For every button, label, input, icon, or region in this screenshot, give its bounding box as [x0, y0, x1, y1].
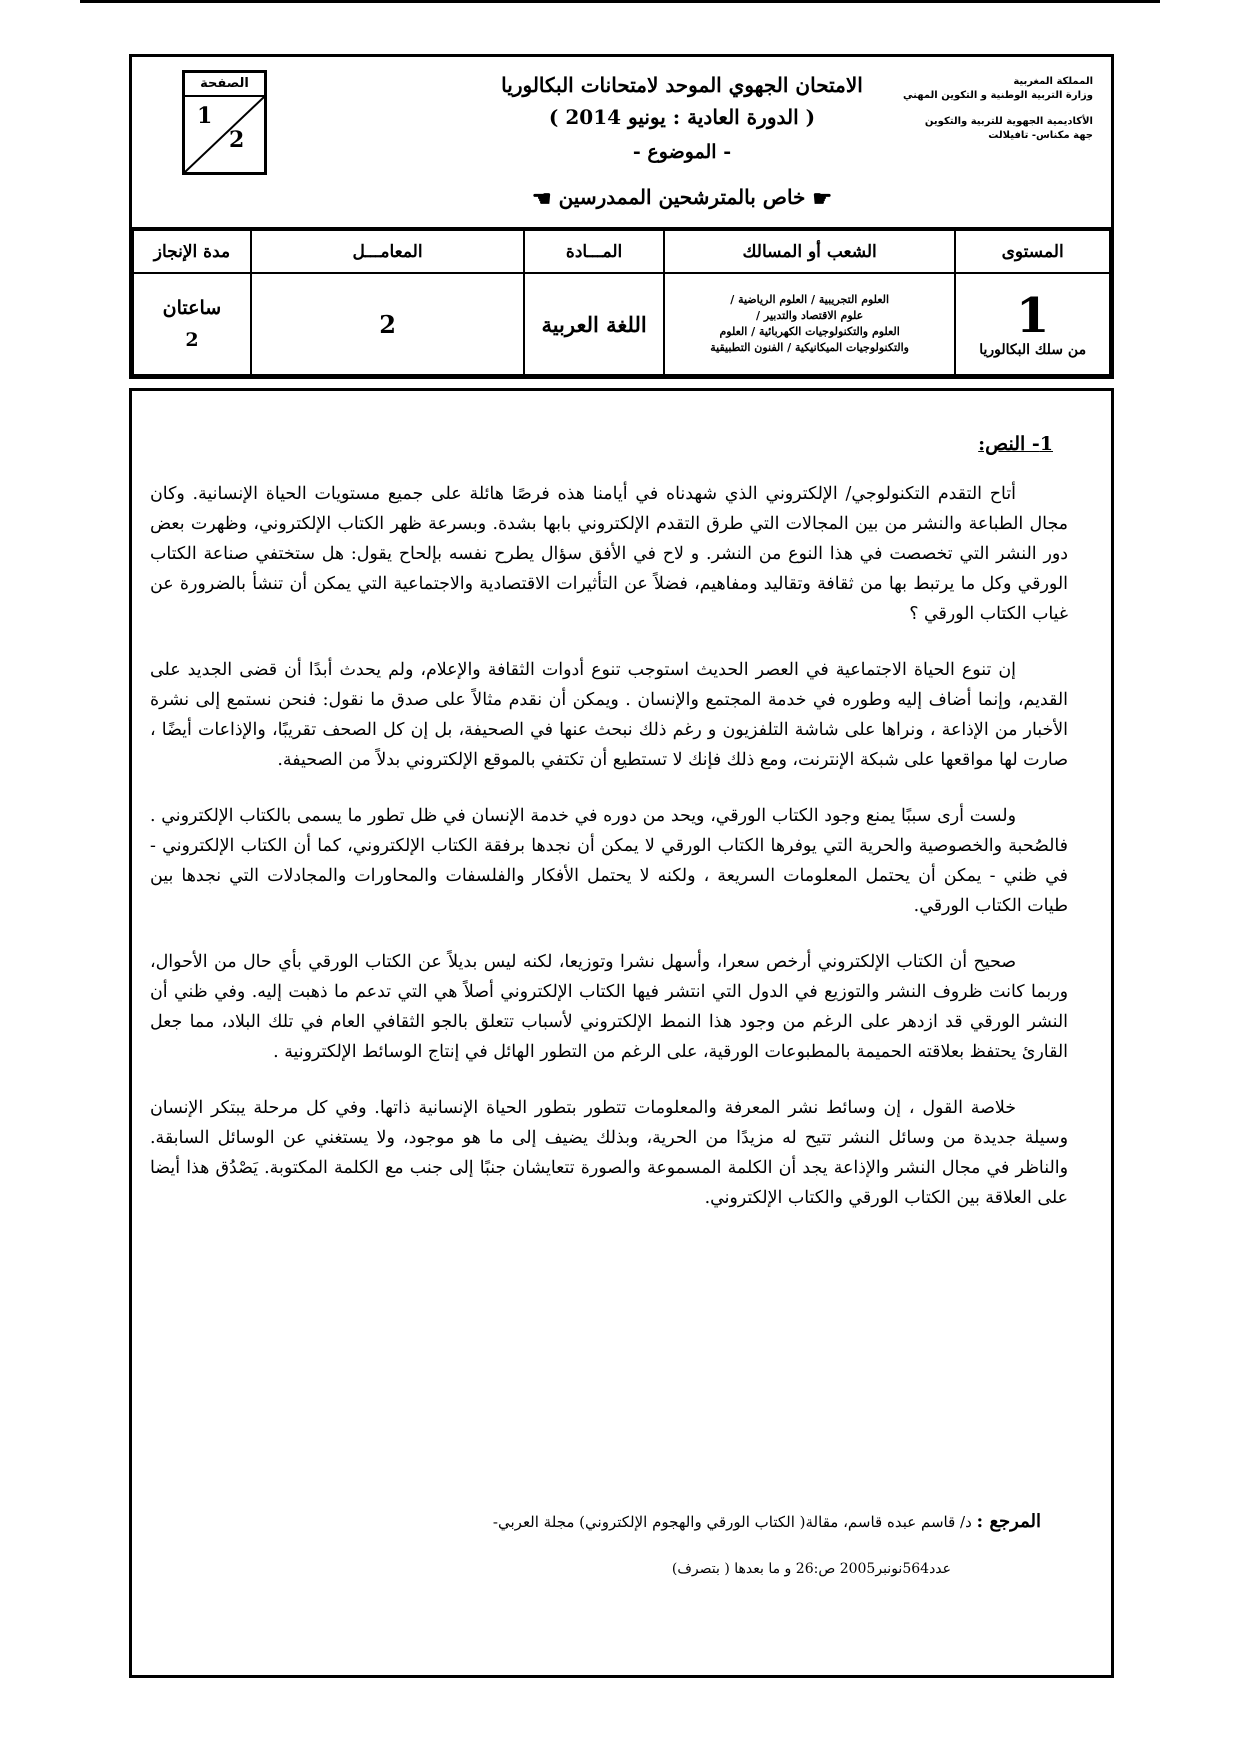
special-note: [432, 185, 932, 212]
ministry-line: وزارة التربية الوطنية و التكوين المهني: [903, 90, 1093, 101]
section-heading: 1- النص:: [978, 433, 1053, 455]
text-frame: [129, 388, 1114, 1678]
level-number: 1: [1015, 288, 1050, 344]
header-branches: الشعب أو المسالك: [664, 230, 955, 273]
page-current: 1: [197, 103, 213, 129]
page-number-box: [182, 70, 267, 175]
duration-label: ساعتان: [162, 297, 222, 319]
reference-label: المرجع :: [976, 1511, 1041, 1532]
reference-text: د/ قاسم عبده قاسم، مقالة( الكتاب الورقي والهجوم الإلكتروني) مجلة العربي-: [492, 1513, 972, 1531]
paragraph: إن تنوع الحياة الاجتماعية في العصر الحديث استوجب تنوع أدوات الثقافة والإعلام، ولم يحدث أبدًا أن قضى الجديد على القديم، وإنما أضاف إليه وطوره في خدمة المجتمع والإنسان . ويمكن أن نقدم مثالاً على صدق ما نقول: فنحن نستمع إلى نشرة الأخبار من الإذاعة ، ونراها على شاشة التلفزيون و رغم ذلك نبحث عنها في الصحيفة، بل إن كل الصحف تقريبًا، والإذاعات أيضًا ، صارت لها مواقعها على شبكة الإنترنت، ومع ذلك فإنك لا تستطيع أن تكتفي بالموقع الإلكتروني بدلاً من الصحيفة.: [150, 660, 1068, 770]
ministry-block: [853, 75, 1093, 143]
page-total: 2: [229, 127, 245, 153]
exam-subject-word: - الموضوع -: [632, 141, 732, 163]
header-subject: المـــادة: [524, 230, 664, 273]
ministry-line: الأكاديمية الجهوية للتربية والتكوين: [924, 116, 1093, 127]
top-rule: [80, 0, 1160, 3]
level-cell: [955, 273, 1110, 375]
header-coefficient: المعامـــل: [251, 230, 524, 273]
branch-line: العلوم التجريبية / العلوم الرياضية /: [730, 293, 890, 306]
paragraph: خلاصة القول ، إن وسائط نشر المعرفة والمعلومات تتطور بتطور الحياة الإنسانية ذاتها. وفي كل مرحلة يبتكر الإنسان وسيلة جديدة من وسائل النشر تتيح له مزيدًا من الحرية، وبذلك يضيف إلى ما هو موجود، ولا يستغني عن الوسائل السابقة. والناظر في مجال النشر والإذاعة يجد أن الكلمة المسموعة والصورة تتعايشان جنبًا إلى جنب مع الكلمة المكتوبة. يَصْدُق هذا أيضا على العلاقة بين الكتاب الورقي والكتاب الإلكتروني.: [150, 1098, 1068, 1208]
exam-header: [129, 54, 1114, 379]
paragraph: صحيح أن الكتاب الإلكتروني أرخص سعرا، وأسهل نشرا وتوزيعا، لكنه ليس بديلاً عن الكتاب الورقي بأي حال من الأحوال، وربما كانت ظروف النشر والتوزيع في الدول التي انتشر فيها الكتاب الإلكتروني أصلاً هي التي تدعم ما ذهبت إليه. وفي ظني أن النشر الورقي قد ازدهر على الرغم من وجود هذا النمط الإلكتروني لأسباب تتعلق بالجو الثقافي العام في تلك البلاد، مما جعل القارئ يحتفظ بعلاقته الحميمة بالمطبوعات الورقية، على الرغم من التطور الهائل في إنتاج الوسائط الإلكترونية .: [150, 952, 1068, 1062]
branch-line: العلوم والتكنولوجيات الكهربائية / العلوم: [719, 325, 900, 338]
ministry-line: المملكة المغربية: [1013, 76, 1093, 87]
reference: [281, 1511, 1041, 1532]
pointing-hand-icon: ☚: [531, 185, 552, 212]
exam-title: الامتحان الجهوي الموحد لامتحانات البكالوريا: [501, 73, 863, 97]
level-text: من سلك البكالوريا: [979, 342, 1087, 358]
subject-cell: اللغة العربية: [524, 273, 664, 375]
header-duration: مدة الإنجاز: [133, 230, 251, 273]
special-note-text: خاص بالمترشحين الممدرسين: [558, 185, 806, 209]
paragraph: أتاح التقدم التكنولوجي/ الإلكتروني الذي شهدناه في أيامنا هذه فرصًا هائلة على جميع مستويات الحياة الإنسانية. وكان مجال الطباعة والنشر من بين المجالات التي طرق التقدم الإلكتروني بابها بشدة. وبسرعة ظهر الكتاب الإلكتروني، وظهرت بعض دور النشر التي تخصصت في هذا النوع من النشر. و لاح في الأفق سؤال يطرح نفسه بإلحاح يقول: هل ستختفي صناعة الكتاب الورقي وكل ما يرتبط بها من ثقافة وتقاليد ومفاهيم، فضلاً عن التأثيرات الاقتصادية والاجتماعية التي يمكن أن تنشأ بالضرورة عن غياب الكتاب الورقي ؟: [150, 484, 1068, 624]
coefficient-cell: 2: [251, 273, 524, 375]
header-top: [132, 57, 1111, 229]
header-level: المستوى: [955, 230, 1110, 273]
exam-info-table: [132, 229, 1111, 376]
branches-cell: [664, 273, 955, 375]
page-label: الصفحة: [185, 73, 264, 97]
reference-details: عدد564نونبر2005 ص:26 و ما بعدها ( بتصرف): [671, 1561, 951, 1577]
ministry-line: جهة مكناس- تافيلالت: [988, 130, 1093, 141]
branch-line: علوم الاقتصاد والتدبير /: [756, 309, 864, 322]
pointing-hand-icon: ☛: [812, 185, 833, 212]
duration-number: 2: [185, 329, 199, 351]
branch-line: والتكنولوجيات الميكانيكية / الفنون التطبيقية: [710, 341, 909, 354]
exam-session: ( الدورة العادية : يونيو 2014 ): [548, 105, 816, 129]
paragraph: ولست أرى سببًا يمنع وجود الكتاب الورقي، ويحد من دوره في خدمة الإنسان في ظل تطور ما يسمى بالكتاب الإلكتروني . فالصُحبة والخصوصية والحرية التي يوفرها الكتاب الورقي لا يمكن أن نجدها برفقة الكتاب الإلكتروني، كما أن الكتاب الإلكتروني - في ظني - يمكن أن يحتمل المعلومات السريعة ، ولكنه لا يحتمل الأفكار والفلسفات والمحاورات والمجادلات التي نجدها بين طيات الكتاب الورقي.: [150, 806, 1068, 916]
duration-cell: [133, 273, 251, 375]
text-body: [150, 479, 1068, 1239]
